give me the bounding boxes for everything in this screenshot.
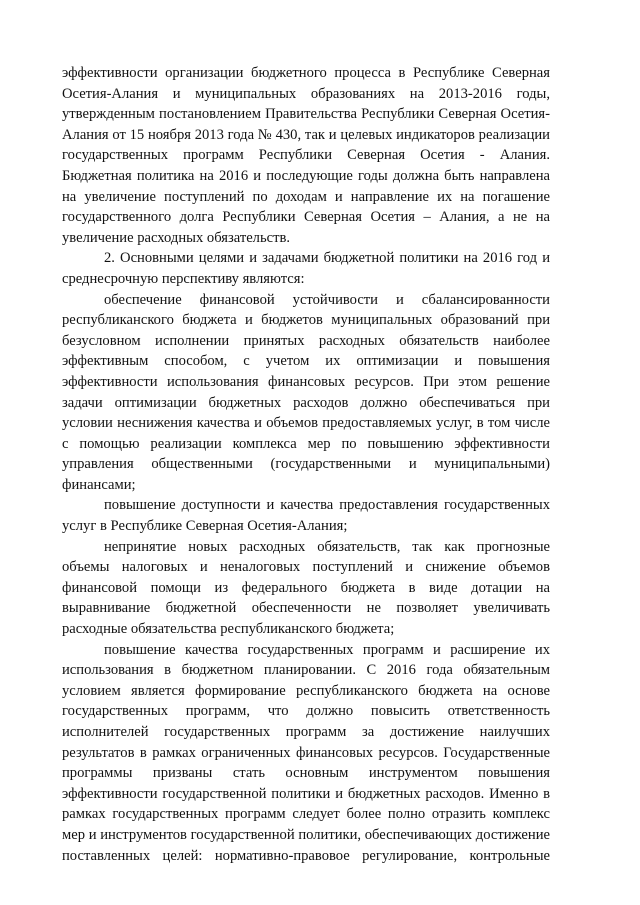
document-page	[62, 63, 550, 866]
paragraph-6: повышение качества государственных программ и расширение их использования в бюджетном планировании. С 2016 года обязательным условием является формирование республиканского бюджета на основе государственных программ, что должно повысить ответственность исполнителей государственных программ за достижение наилучших результатов в рамках ограниченных финансовых ресурсов. Государственные программы призваны стать основным инструментом повышения эффективности государственной политики и бюджетных расходов. Именно в рамках государственных программ следует более полно отразить комплекс мер и инструментов государственной политики, обеспечивающих достижение поставленных целей: нормативно-правовое регулирование, контрольные	[62, 641, 550, 864]
paragraph-4: повышение доступности и качества предоставления государственных услуг в Республике Северная Осетия-Алания;	[62, 497, 550, 535]
paragraph-1: эффективности организации бюджетного процесса в Республике Северная Осетия-Алания и муниципальных образованиях на 2013-2016 годы, утвержденным постановлением Правительства Республики Северная Осетия-Алания от 15 ноября 2013 года № 430, так и целевых индикаторов реализации государственных программ Республики Северная Осетия - Алания. Бюджетная политика на 2016 и последующие годы должна быть направлена на увеличение поступлений по доходам и направление их на погашение государственного долга Республики Северная Осетия – Алания, а не на увеличение расходных обязательств.	[62, 65, 550, 246]
paragraph-5: непринятие новых расходных обязательств, так как прогнозные объемы налоговых и неналоговых поступлений и снижение объемов финансовой помощи из федерального бюджета в виде дотации на выравнивание бюджетной обеспеченности не позволяет увеличивать расходные обязательства республиканского бюджета;	[62, 538, 550, 638]
paragraph-3: обеспечение финансовой устойчивости и сбалансированности республиканского бюджета и бюджетов муниципальных образований при безусловном исполнении принятых расходных обязательств наиболее эффективным способом, с учетом их оптимизации и повышения эффективности использования финансовых ресурсов. При этом решение задачи оптимизации бюджетных расходов должно обеспечиваться при условии неснижения качества и объемов предоставляемых услуг, в том числе с помощью реализации комплекса мер по повышению эффективности управления общественными (государственными и муниципальными) финансами;	[62, 291, 550, 493]
paragraph-2: 2. Основными целями и задачами бюджетной политики на 2016 год и среднесрочную перспективу являются:	[62, 250, 550, 287]
